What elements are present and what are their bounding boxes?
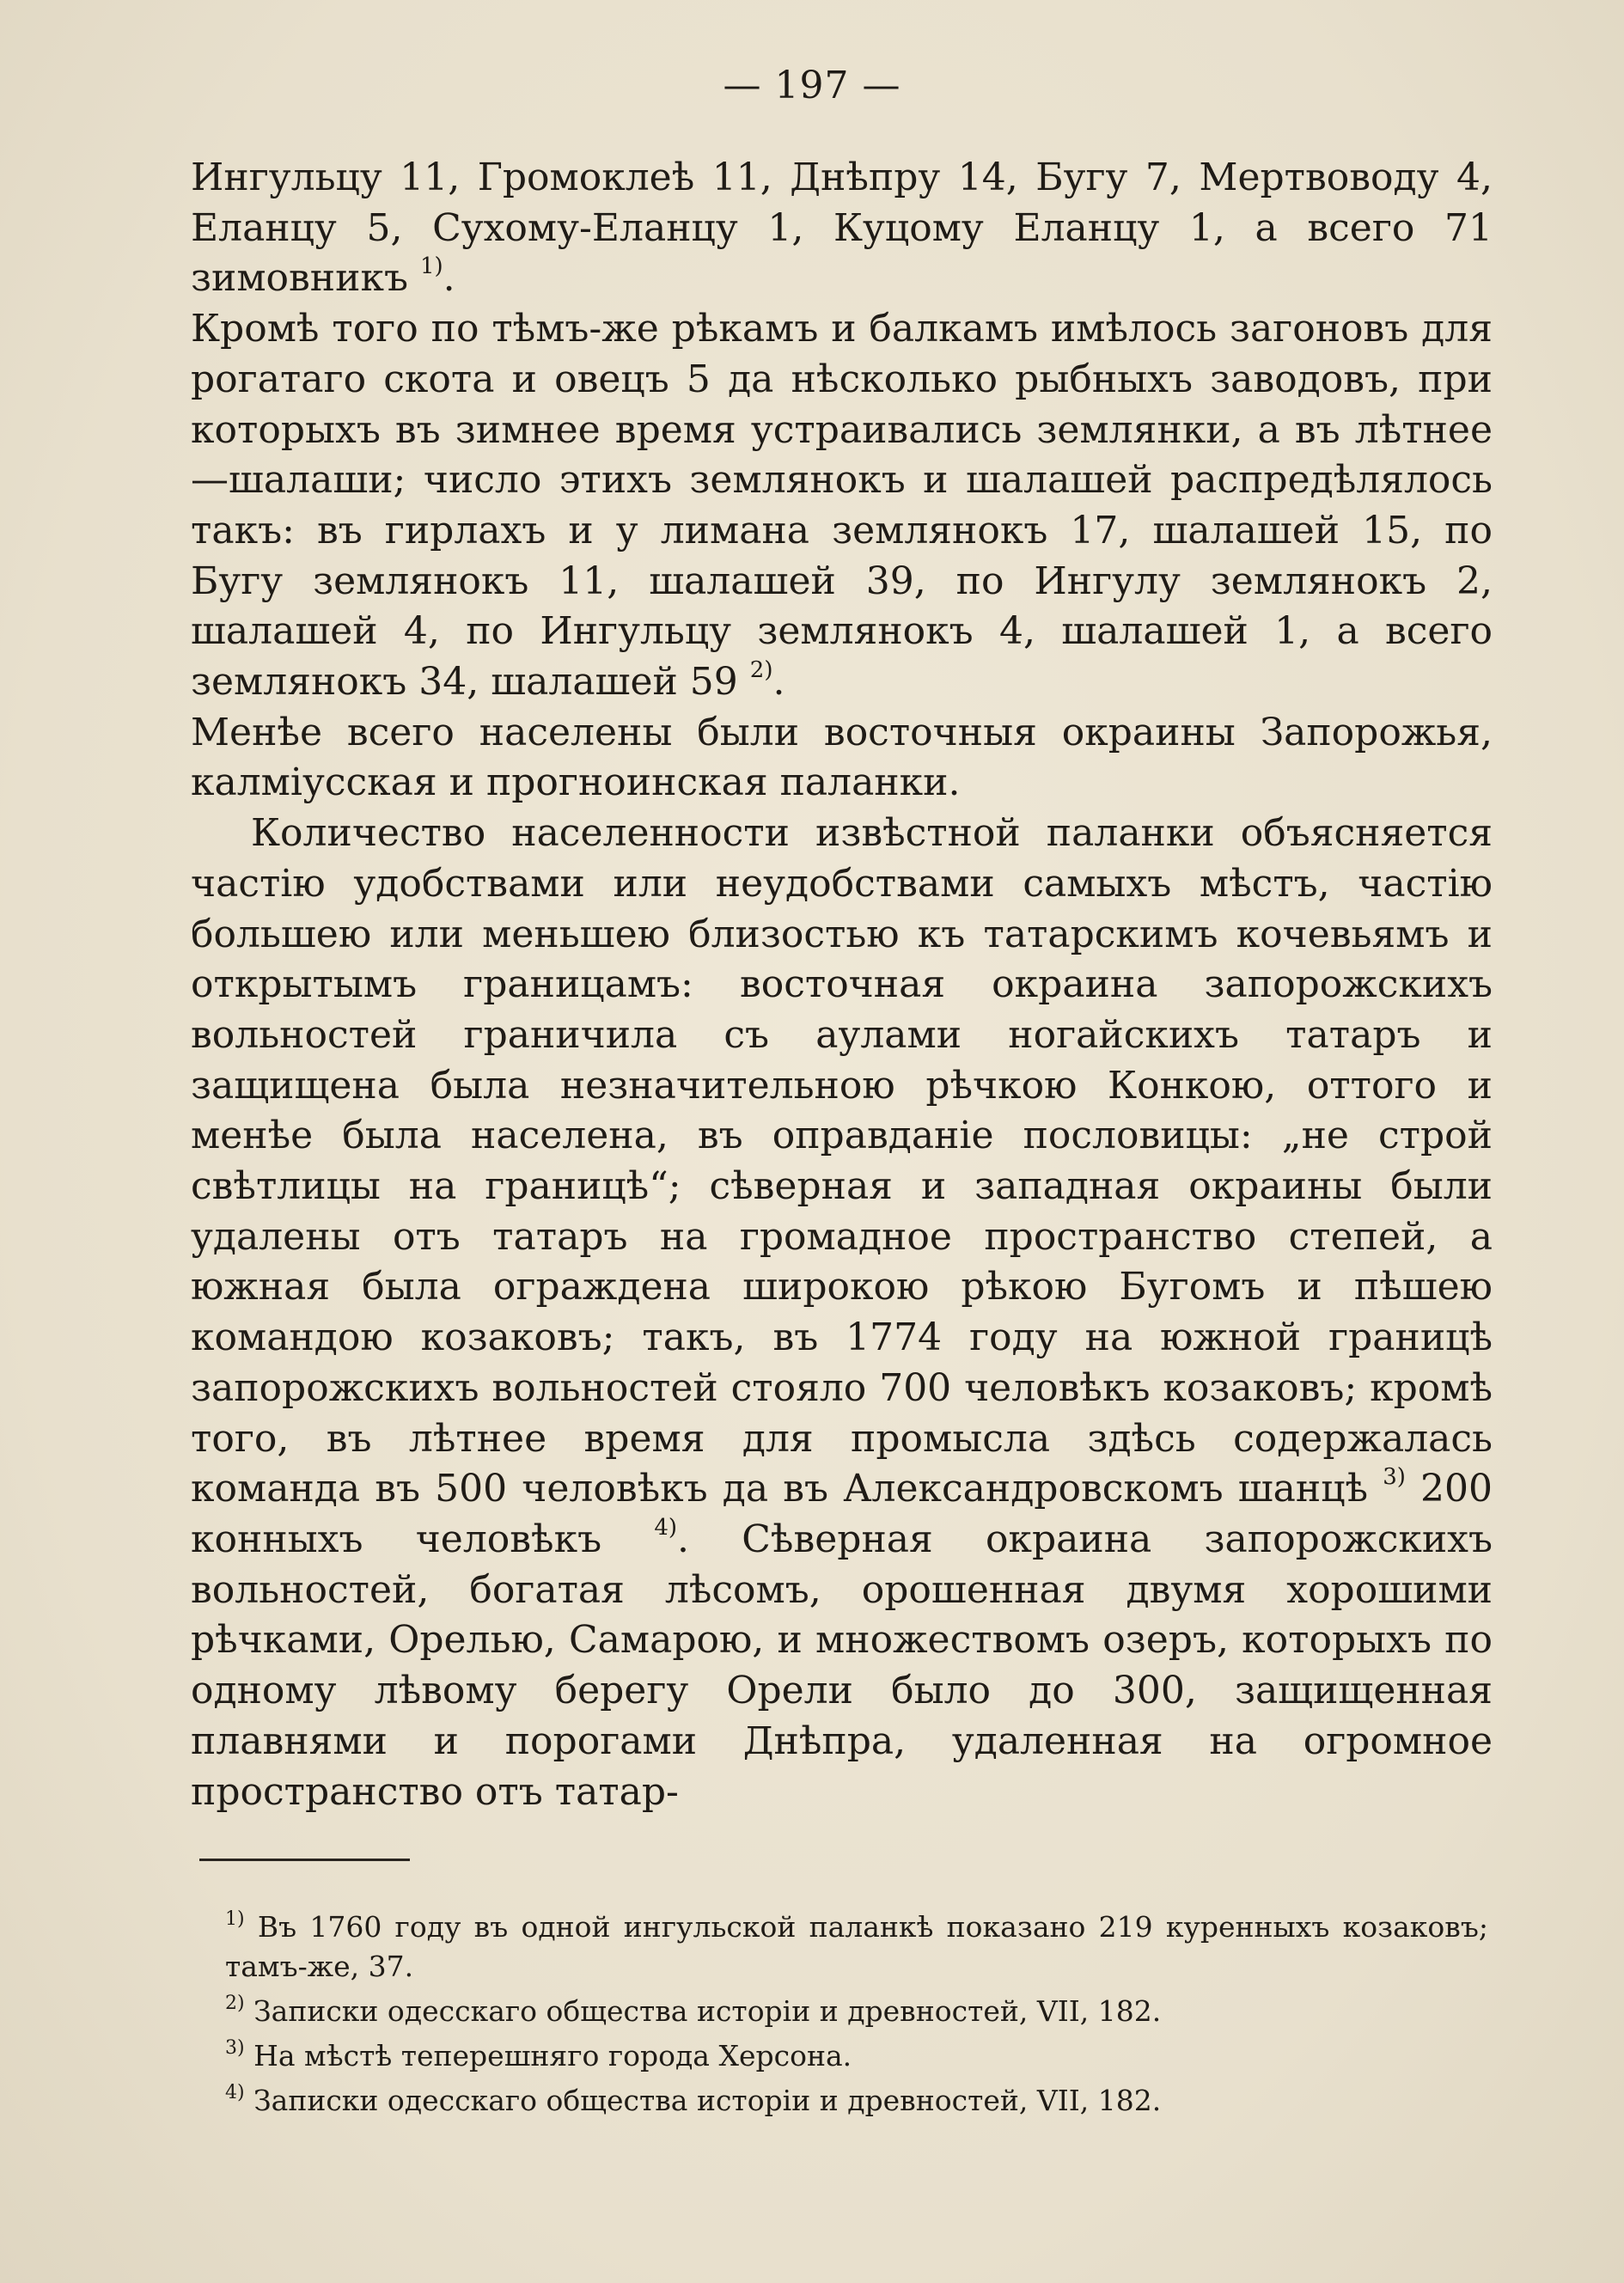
- footnote-1: [225, 1908, 1488, 1987]
- paragraph-2: [191, 304, 1493, 708]
- footnote-separator: [199, 1859, 410, 1861]
- footnote-text: Записки одесскаго общества исторіи и древностей, VII, 182.: [253, 1994, 1162, 2028]
- paragraph-tail: .: [443, 256, 455, 301]
- footnote-ref: 1): [419, 253, 443, 280]
- paragraph-tail: 200 конныхъ человѣкъ: [191, 1467, 1493, 1561]
- paragraph-text: Количество населенности извѣстной паланки объясняется частію удобствами или неудобствами самыхъ мѣстъ, частію большею или меньшею близостью къ татарскимъ кочевьямъ и открытымъ границамъ: восточная окраина запорожскихъ вольностей граничила съ аулами ногайскихъ татаръ и защищена была незначительною рѣчкою Конкою, оттого и менѣе была населена, въ оправданіе пословицы: „не строй свѣтлицы на границѣ“; сѣверная и западная окраины были удалены отъ татаръ на громадное пространство степей, а южная была ограждена широкою рѣкою Бугомъ и пѣшею командою козаковъ; такъ, въ 1774 году на южной границѣ запорожскихъ вольностей стояло 700 человѣкъ козаковъ; кромѣ того, въ лѣтнее время для промысла здѣсь содержалась команда въ 500 человѣкъ да въ Александровскомъ шанцѣ: [191, 811, 1493, 1511]
- footnote-2: [225, 1992, 1488, 2031]
- paragraph-text: Ингульцу 11, Громоклеѣ 11, Днѣпру 14, Бугу 7, Мертвоводу 4, Еланцу 5, Сухому-Еланцу 1, Куцому Еланцу 1, а всего 71 зимовникъ: [191, 156, 1493, 301]
- footnote-mark: 3): [225, 2037, 245, 2059]
- footnote-ref: 3): [1383, 1464, 1406, 1491]
- paragraph-3: [191, 708, 1493, 809]
- footnote-text: Записки одесскаго общества исторіи и древностей, VII, 182.: [253, 2084, 1162, 2117]
- footnote-4: [225, 2081, 1488, 2121]
- footnote-text: Въ 1760 году въ одной ингульской паланкѣ показано 219 куренныхъ козаковъ; тамъ-же, 37.: [225, 1910, 1488, 1983]
- paragraph-tail: . Сѣверная окраина запорожскихъ вольностей, богатая лѣсомъ, орошенная двумя хорошими рѣчками, Орелью, Самарою, и множествомъ озеръ, которыхъ по одному лѣвому берегу Орели было до 300, защищенная плавнями и порогами Днѣпра, удаленная на огромное пространство отъ татар-: [191, 1517, 1493, 1814]
- footnote-3: [225, 2036, 1488, 2076]
- paragraph-tail: .: [772, 660, 785, 705]
- footnote-mark: 2): [225, 1993, 245, 2014]
- paragraph-text: Менѣе всего населены были восточныя окраины Запорожья, калміусская и прогноинская паланки.: [191, 710, 1493, 805]
- footnote-text: На мѣстѣ теперешняго города Херсона.: [253, 2039, 852, 2072]
- footnote-mark: 4): [225, 2082, 245, 2103]
- body-text: [191, 153, 1493, 1817]
- paragraph-text: Кромѣ того по тѣмъ-же рѣкамъ и балкамъ имѣлось загоновъ для рогатаго скота и овецъ 5 да нѣсколько рыбныхъ заводовъ, при которыхъ въ зимнее время устраивались землянки, а въ лѣтнее—шалаши; число этихъ землянокъ и шалашей распредѣлялось такъ: въ гирлахъ и у лимана землянокъ 17, шалашей 15, по Бугу землянокъ 11, шалашей 39, по Ингулу землянокъ 2, шалашей 4, по Ингульцу землянокъ 4, шалашей 1, а всего землянокъ 34, шалашей 59: [191, 307, 1493, 705]
- page-number: — 197 —: [723, 64, 901, 107]
- footnotes: [225, 1908, 1488, 2126]
- footnote-mark: 1): [225, 1908, 245, 1930]
- paragraph-1: [191, 153, 1493, 304]
- footnote-ref: 2): [749, 657, 773, 684]
- footnote-ref: 4): [654, 1514, 678, 1541]
- paragraph-4: [191, 809, 1493, 1817]
